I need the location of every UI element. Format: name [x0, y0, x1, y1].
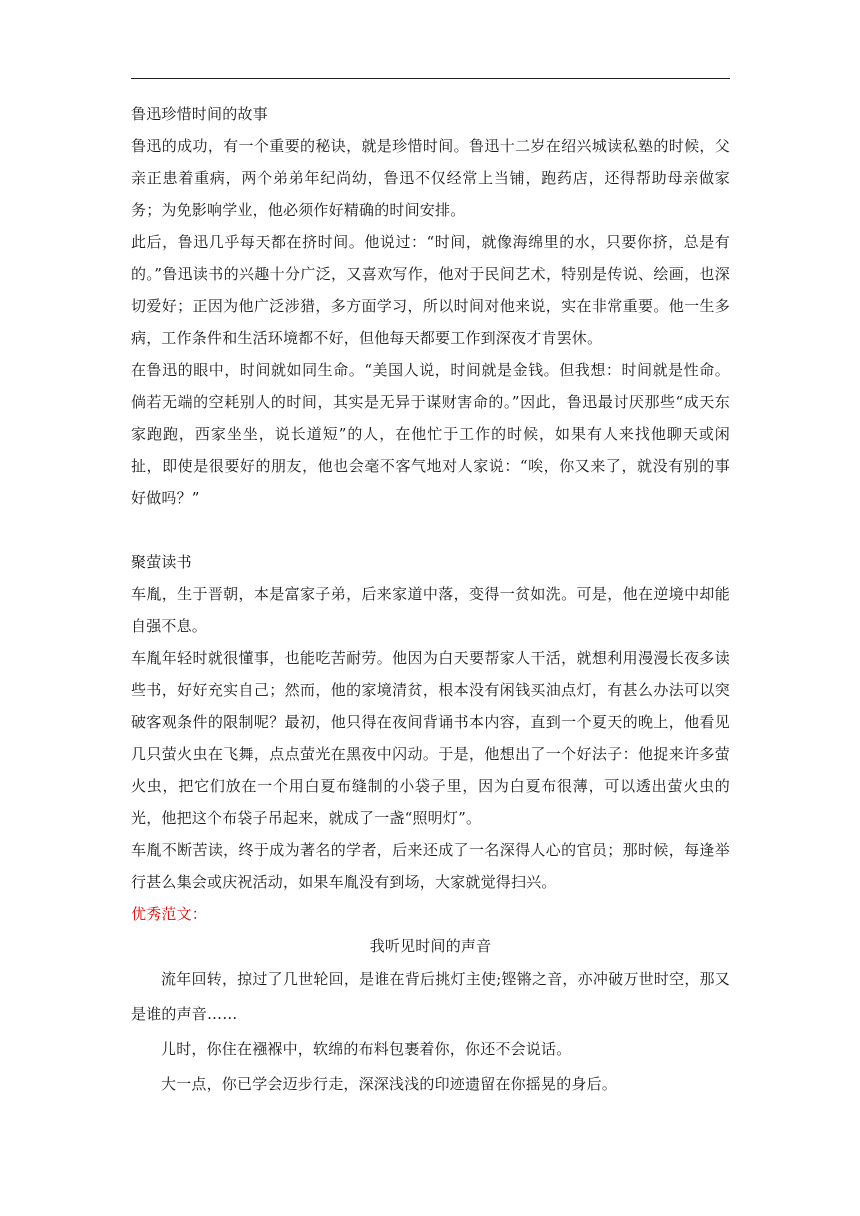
essay-paragraph: 流年回转，掠过了几世轮回，是谁在背后挑灯主使;铿锵之音，亦冲破万世时空，那又是谁的声音…… — [131, 970, 730, 1023]
paragraph: 此后，鲁迅几乎每天都在挤时间。他说过：“时间，就像海绵里的水，只要你挤，总是有的。”鲁迅读书的兴趣十分广泛，又喜欢写作，他对于民间艺术，特别是传说、绘画，也深切爱好；正因为他广泛涉猎，多方面学习，所以时间对他来说，实在非常重要。他一生多病，工作条件和生活环境都不好，但他每天都要工作到深夜才肯罢休。 — [131, 233, 730, 347]
paragraph: 车胤年轻时就很懂事，也能吃苦耐劳。他因为白天要帮家人干活，就想利用漫漫长夜多读些书，好好充实自己；然而，他的家境清贫，根本没有闲钱买油点灯，有甚么办法可以突破客观条件的限制呢？最初，他只得在夜间背诵书本内容，直到一个夏天的晚上，他看见几只萤火虫在飞舞，点点萤光在黑夜中闪动。于是，他想出了一个好法子：他捉来许多萤火虫，把它们放在一个用白夏布缝制的小袋子里，因为白夏布很薄，可以透出萤火虫的光，他把这个布袋子吊起来，就成了一盏“照明灯”。 — [131, 649, 730, 827]
paragraph: 鲁迅的成功，有一个重要的秘诀，就是珍惜时间。鲁迅十二岁在绍兴城读私塾的时候，父亲正患着重病，两个弟弟年纪尚幼，鲁迅不仅经常上当铺，跑药店，还得帮助母亲做家务；为免影响学业，他必须作好精确的时间安排。 — [131, 137, 730, 219]
document-body — [131, 98, 730, 1102]
story-title: 聚萤读书 — [131, 553, 192, 571]
story-title: 鲁迅珍惜时间的故事 — [131, 105, 268, 123]
essay-title: 我听见时间的声音 — [369, 937, 492, 955]
paragraph: 车胤，生于晋朝，本是富家子弟，后来家道中落，变得一贫如洗。可是，他在逆境中却能自强不息。 — [131, 585, 730, 635]
paragraph: 车胤不断苦读，终于成为著名的学者，后来还成了一名深得人心的官员；那时候，每逢举行甚么集会或庆祝活动，如果车胤没有到场，大家就觉得扫兴。 — [131, 841, 730, 891]
paragraph: 在鲁迅的眼中，时间就如同生命。“美国人说，时间就是金钱。但我想：时间就是性命。倘若无端的空耗别人的时间，其实是无异于谋财害命的。”因此，鲁迅最讨厌那些“成天东家跑跑，西家坐坐，说长道短”的人，在他忙于工作的时候，如果有人来找他聊天或闲扯，即使是很要好的朋友，他也会毫不客气地对人家说：“唉，你又来了，就没有别的事好做吗？” — [131, 361, 730, 507]
essay-label: 优秀范文： — [131, 905, 208, 923]
essay-paragraph: 大一点，你已学会迈步行走，深深浅浅的印迹遗留在你摇晃的身后。 — [161, 1075, 618, 1093]
header-rule — [131, 78, 730, 79]
essay-paragraph: 儿时，你住在襁褓中，软绵的布料包裹着你，你还不会说话。 — [161, 1040, 572, 1058]
blank-line — [131, 514, 730, 546]
